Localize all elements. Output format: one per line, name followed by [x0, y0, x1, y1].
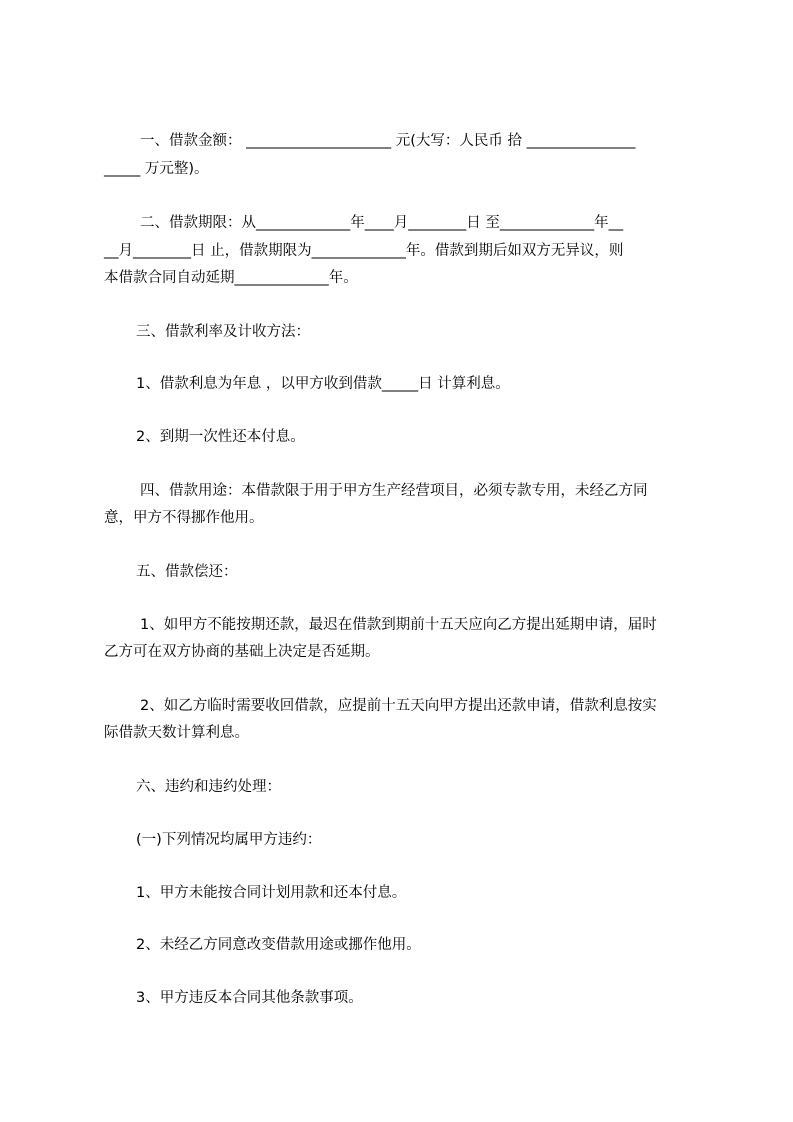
interest-item-1: 1、借款利息为年息 ，以甲方收到借款_____日 计算利息。: [136, 376, 510, 392]
loan-usage-line-cont: 意，甲方不得挪作他用。: [104, 510, 264, 526]
loan-term-line-cont: __月________日 止，借款期限为_____________年。借款到期后如双方无异议，则: [104, 243, 624, 259]
loan-amount-line-cont: _____ 万元整)。: [104, 161, 209, 177]
breach-item-2: 2、未经乙方同意改变借款用途或挪作他用。: [136, 937, 421, 953]
loan-usage-line: 四、借款用途：本借款限于用于甲方生产经营项目，必须专款专用，未经乙方同: [140, 483, 648, 499]
loan-amount-line: 一、借款金额： ____________________ 元(大写：人民币 拾 _______________: [140, 133, 636, 149]
breach-item-3: 3、甲方违反本合同其他条款事项。: [136, 990, 363, 1006]
repayment-item-2-cont: 际借款天数计算利息。: [104, 725, 249, 741]
breach-subheading: (一)下列情况均属甲方违约：: [136, 832, 322, 848]
repayment-item-2: 2、如乙方临时需要收回借款，应提前十五天向甲方提出还款申请，借款利息按实: [140, 698, 657, 714]
interest-heading: 三、借款利率及计收方法：: [136, 324, 310, 340]
repayment-heading: 五、借款偿还：: [136, 564, 238, 580]
loan-term-line-cont-2: 本借款合同自动延期_____________年。: [104, 270, 358, 286]
loan-term-line: 二、借款期限：从_____________年____月________日 至_____________年__: [140, 215, 624, 231]
repayment-item-1-cont: 乙方可在双方协商的基础上决定是否延期。: [104, 644, 380, 660]
repayment-item-1: 1、如甲方不能按期还款，最迟在借款到期前十五天应向乙方提出延期申请，届时: [140, 617, 657, 633]
breach-item-1: 1、甲方未能按合同计划用款和还本付息。: [136, 885, 407, 901]
interest-item-2: 2、到期一次性还本付息。: [136, 429, 305, 445]
breach-heading: 六、违约和违约处理：: [136, 779, 281, 795]
